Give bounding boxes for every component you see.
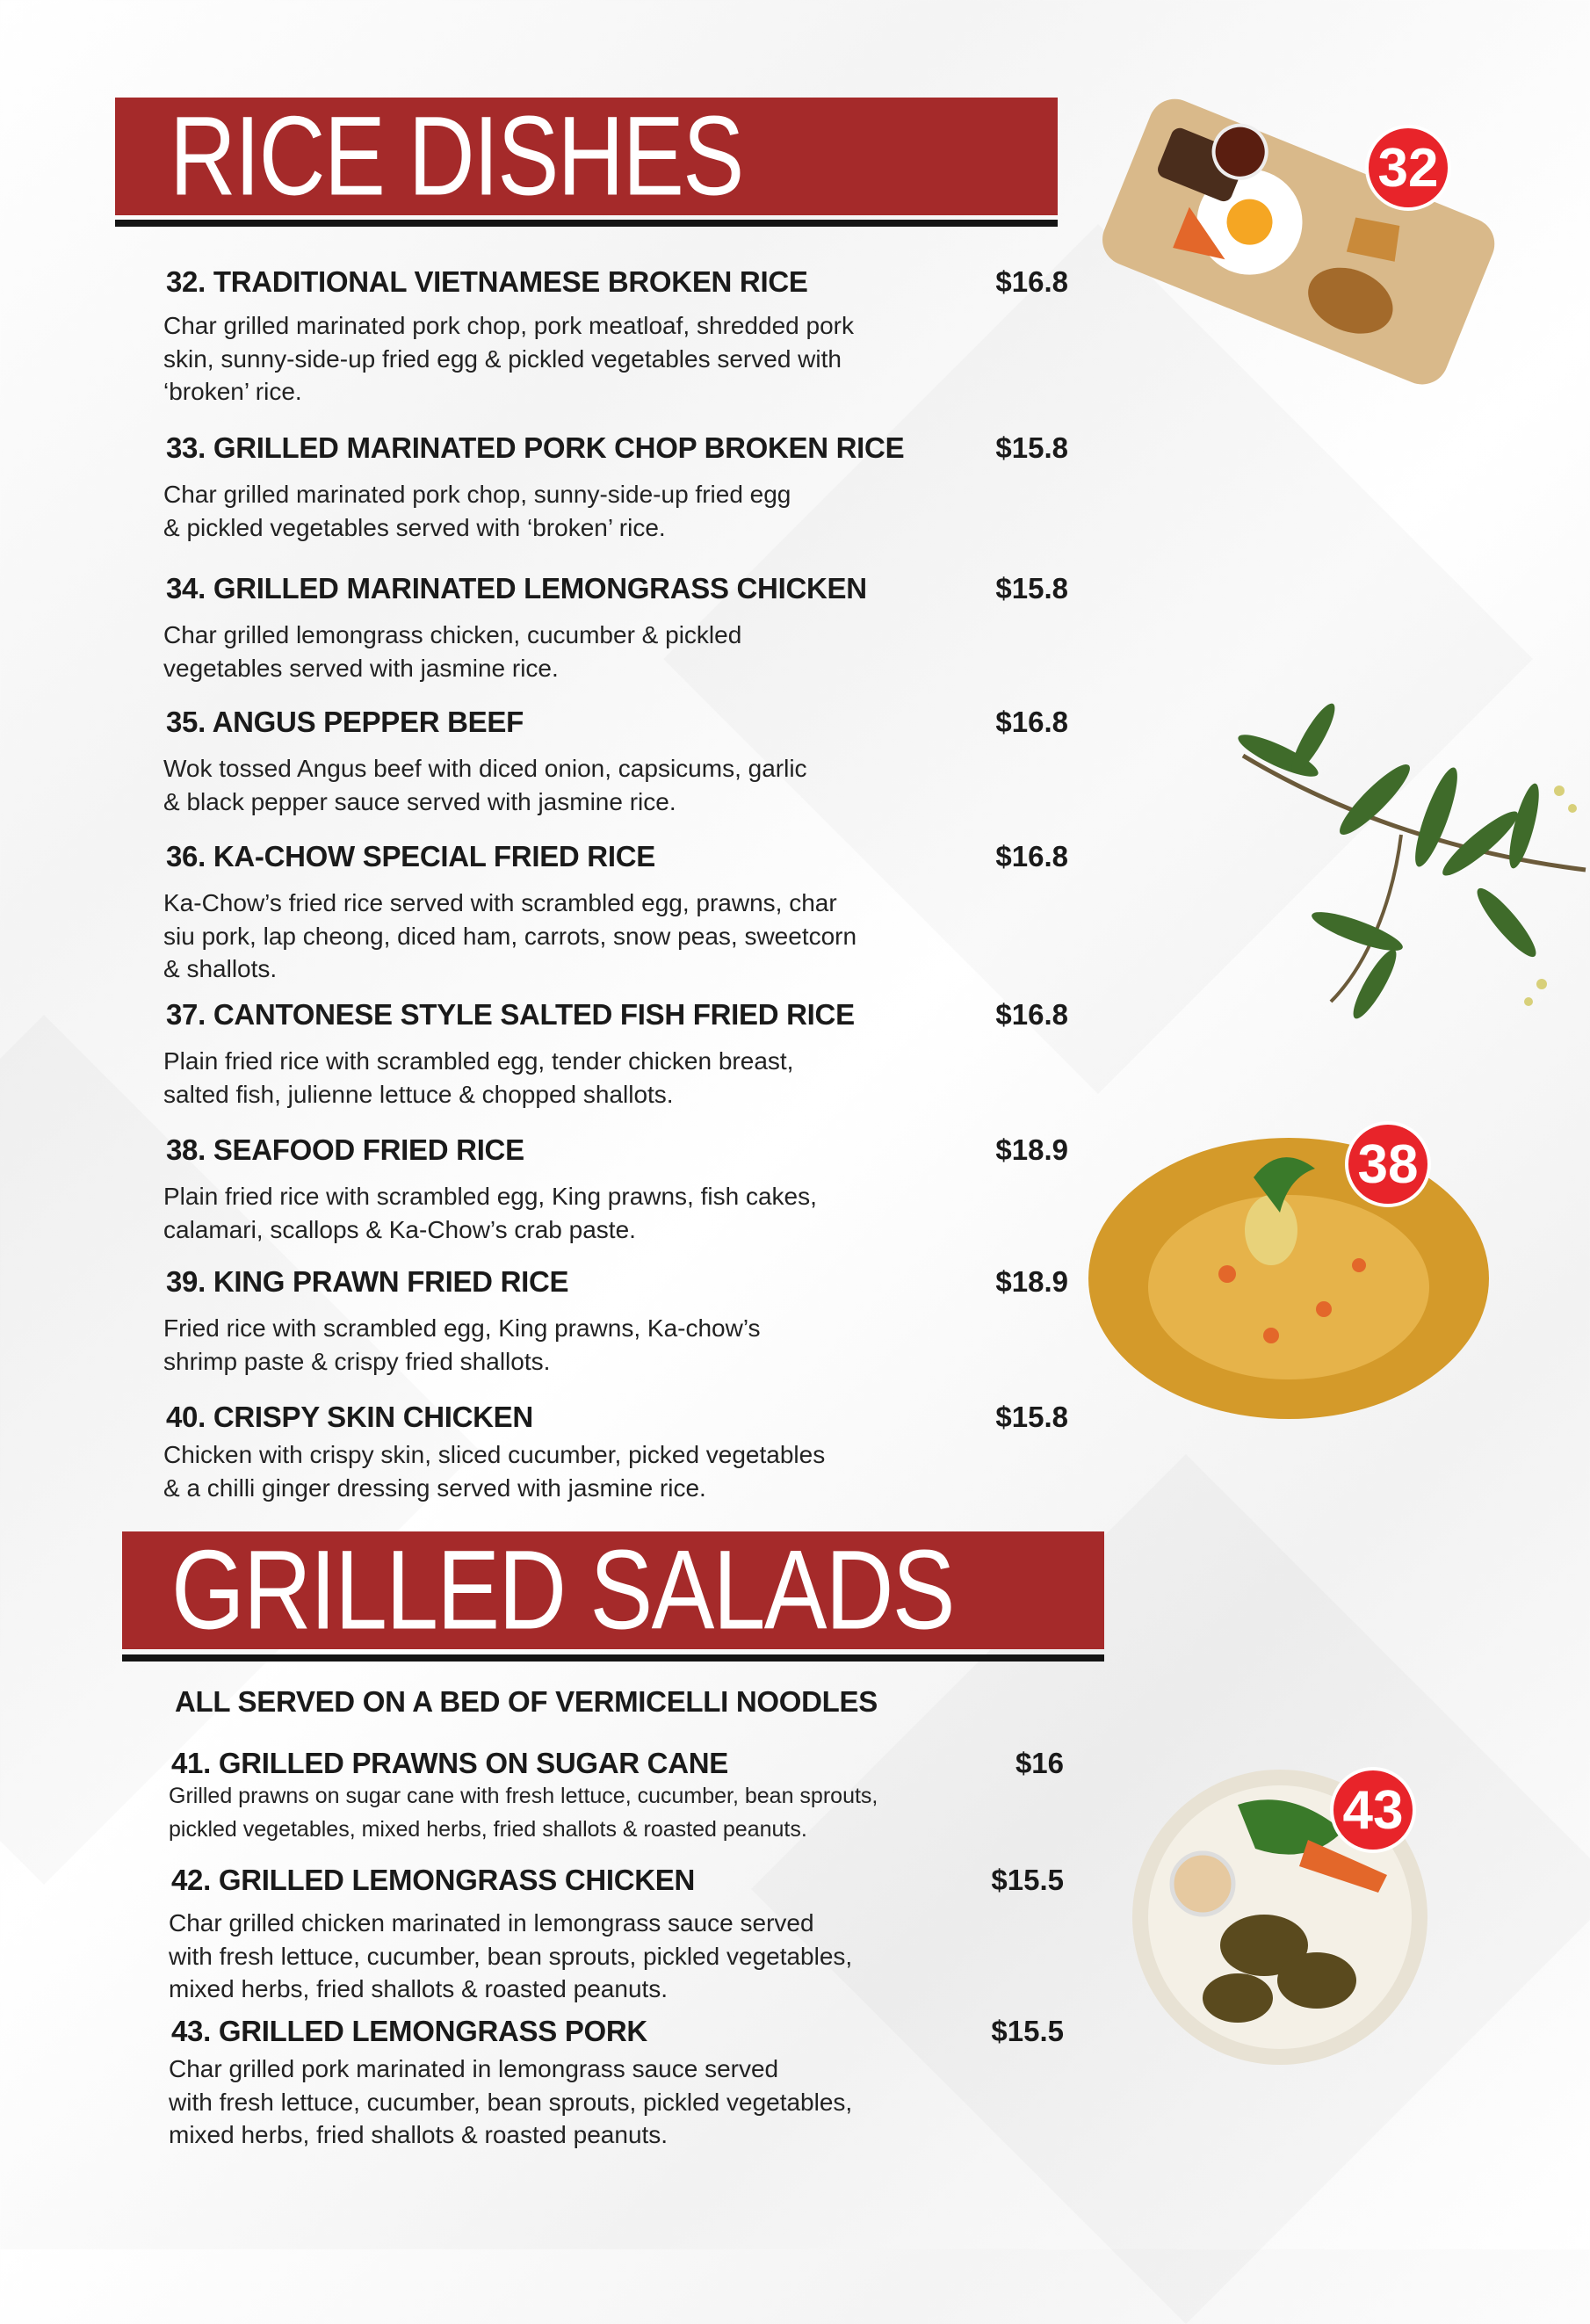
item-description [163, 1045, 793, 1111]
description-line: with fresh lettuce, cucumber, bean sprouts, pickled vegetables, [169, 1942, 853, 1970]
item-price: $15.8 [995, 572, 1068, 605]
item-title: 43. GRILLED LEMONGRASS PORK [171, 2015, 647, 2047]
description-line: Grilled prawns on sugar cane with fresh lettuce, cucumber, bean sprouts, [169, 1784, 878, 1808]
item-description [169, 1907, 852, 2006]
item-price: $15.5 [991, 1864, 1064, 1896]
item-description [163, 619, 741, 684]
description-line: Char grilled pork marinated in lemongrass sauce served [169, 2055, 779, 2082]
description-line: & pickled vegetables served with ‘broken’ rice. [163, 513, 666, 541]
item-title: 39. KING PRAWN FRIED RICE [166, 1265, 569, 1298]
item-description [169, 1780, 878, 1846]
item-title: 32. TRADITIONAL VIETNAMESE BROKEN RICE [166, 265, 808, 298]
item-price: $16.8 [995, 998, 1068, 1031]
description-line: shrimp paste & crispy fried shallots. [163, 1347, 551, 1375]
description-line: mixed herbs, fried shallots & roasted peanuts. [169, 1975, 669, 2002]
item-price: $15.8 [995, 431, 1068, 464]
item-price: $16 [1015, 1747, 1064, 1779]
description-line: with fresh lettuce, cucumber, bean sprouts, pickled vegetables, [169, 2088, 853, 2116]
item-price: $15.8 [995, 1401, 1068, 1433]
item-description [163, 478, 791, 544]
item-price: $15.5 [991, 2015, 1064, 2047]
description-line: mixed herbs, fried shallots & roasted peanuts. [169, 2121, 669, 2148]
description-line: Char grilled chicken marinated in lemongrass sauce served [169, 1909, 814, 1937]
section-subtitle: ALL SERVED ON A BED OF VERMICELLI NOODLES [175, 1685, 878, 1718]
herb-branch-illustration [1225, 703, 1590, 1032]
item-description [163, 752, 807, 818]
item-price: $18.9 [995, 1265, 1068, 1298]
item-description [163, 309, 854, 409]
description-line: Wok tossed Angus beef with diced onion, capsicums, garlic [163, 755, 807, 782]
description-line: vegetables served with jasmine rice. [163, 654, 559, 682]
description-line: & shallots. [163, 955, 278, 982]
item-number-badge: 43 [1330, 1767, 1416, 1853]
description-line: calamari, scallops & Ka-Chow’s crab paste. [163, 1215, 636, 1243]
item-title: 36. KA-CHOW SPECIAL FRIED RICE [166, 840, 655, 872]
description-line: skin, sunny-side-up fried egg & pickled vegetables served with [163, 344, 842, 373]
item-number-badge: 32 [1365, 125, 1451, 211]
description-line: Char grilled lemongrass chicken, cucumber & pickled [163, 621, 742, 648]
item-title: 40. CRISPY SKIN CHICKEN [166, 1401, 533, 1433]
item-title: 34. GRILLED MARINATED LEMONGRASS CHICKEN [166, 572, 867, 605]
divider [122, 1654, 1104, 1662]
description-line: ‘broken’ rice. [163, 378, 302, 405]
section-title: GRILLED SALADS [171, 1531, 954, 1649]
section-title: RICE DISHES [170, 98, 743, 215]
item-number-badge: 38 [1345, 1121, 1431, 1207]
item-title: 33. GRILLED MARINATED PORK CHOP BROKEN RICE [166, 431, 905, 464]
item-price: $16.8 [995, 706, 1068, 738]
description-line: Fried rice with scrambled egg, King prawns, Ka-chow’s [163, 1314, 761, 1342]
description-line: pickled vegetables, mixed herbs, fried shallots & roasted peanuts. [169, 1816, 807, 1842]
item-price: $18.9 [995, 1133, 1068, 1166]
description-line: & a chilli ginger dressing served with jasmine rice. [163, 1473, 706, 1502]
description-line: Ka-Chow’s fried rice served with scrambled egg, prawns, char [163, 889, 837, 916]
item-description [163, 1180, 817, 1246]
description-line: Char grilled marinated pork chop, pork meatloaf, shredded pork [163, 312, 854, 339]
description-line: & black pepper sauce served with jasmine rice. [163, 787, 676, 815]
item-price: $16.8 [995, 265, 1068, 298]
item-description [163, 887, 856, 986]
item-price: $16.8 [995, 840, 1068, 872]
item-title: 38. SEAFOOD FRIED RICE [166, 1133, 524, 1166]
description-line: Plain fried rice with scrambled egg, King prawns, fish cakes, [163, 1183, 817, 1210]
item-title: 42. GRILLED LEMONGRASS CHICKEN [171, 1864, 696, 1896]
description-line: Chicken with crispy skin, sliced cucumber, picked vegetables [163, 1441, 826, 1468]
description-line: siu pork, lap cheong, diced ham, carrots, snow peas, sweetcorn [163, 922, 857, 950]
item-description [169, 2053, 852, 2152]
item-title: 35. ANGUS PEPPER BEEF [166, 706, 524, 738]
description-line: Plain fried rice with scrambled egg, tender chicken breast, [163, 1047, 794, 1075]
grilled-salads-banner [122, 1531, 1104, 1649]
item-title: 37. CANTONESE STYLE SALTED FISH FRIED RICE [166, 998, 855, 1031]
divider [115, 220, 1058, 227]
item-description [163, 1438, 825, 1504]
item-description [163, 1312, 761, 1378]
item-title: 41. GRILLED PRAWNS ON SUGAR CANE [171, 1747, 728, 1779]
rice-dishes-banner [115, 98, 1058, 215]
description-line: Char grilled marinated pork chop, sunny-side-up fried egg [163, 481, 791, 508]
description-line: salted fish, julienne lettuce & chopped shallots. [163, 1080, 674, 1108]
